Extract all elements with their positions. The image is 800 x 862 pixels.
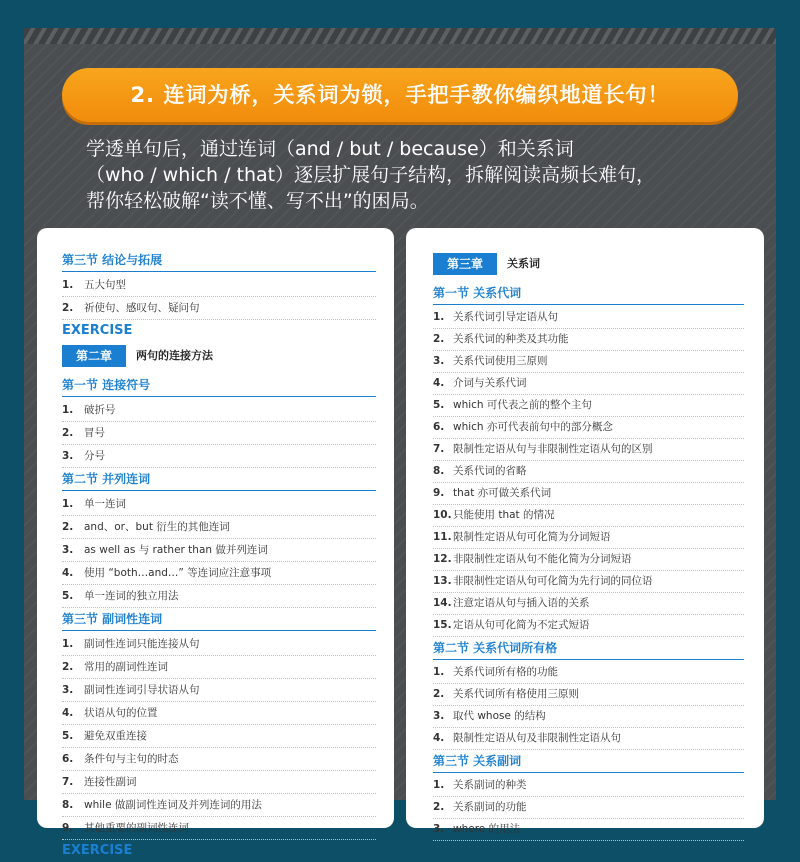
toc-item bbox=[433, 615, 744, 637]
toc-item-text: where 的用法 bbox=[453, 823, 521, 835]
toc-item-number: 8. bbox=[62, 799, 74, 811]
toc-item-number: 5. bbox=[433, 399, 445, 411]
toc-item bbox=[433, 329, 744, 351]
toc-item-text: 祈使句、感叹句、疑问句 bbox=[84, 302, 200, 314]
toc-item bbox=[62, 656, 376, 679]
toc-item bbox=[62, 422, 376, 445]
toc-item-number: 4. bbox=[62, 567, 74, 579]
toc-item-text: 单一连词的独立用法 bbox=[84, 590, 179, 602]
toc-item-text: 条件句与主句的时态 bbox=[84, 753, 179, 765]
toc-item bbox=[433, 571, 744, 593]
toc-item bbox=[62, 794, 376, 817]
toc-item bbox=[62, 771, 376, 794]
toc-item bbox=[433, 395, 744, 417]
toc-item bbox=[433, 593, 744, 615]
toc-item-text: 非限制性定语从句可化简为先行词的同位语 bbox=[453, 575, 653, 587]
toc-item-text: 只能使用 that 的情况 bbox=[453, 509, 555, 521]
toc-item bbox=[433, 373, 744, 395]
toc-item bbox=[62, 399, 376, 422]
toc-item-text: 其他重要的副词性连词 bbox=[84, 822, 189, 834]
toc-item-text: and、or、but 衍生的其他连词 bbox=[84, 521, 230, 533]
toc-item-number: 1. bbox=[62, 279, 74, 291]
toc-item-number: 1. bbox=[433, 779, 445, 791]
toc-item bbox=[433, 728, 744, 750]
toc-item-text: 破折号 bbox=[84, 404, 116, 416]
toc-item-number: 11. bbox=[433, 531, 452, 543]
exercise-label: EXERCISE bbox=[62, 323, 133, 338]
toc-item-text: while 做副词性连词及并列连词的用法 bbox=[84, 799, 262, 811]
toc-item-text: which 亦可代表前句中的部分概念 bbox=[453, 421, 613, 433]
toc-item-number: 2. bbox=[62, 427, 74, 439]
toc-item bbox=[433, 439, 744, 461]
toc-item bbox=[433, 417, 744, 439]
toc-item bbox=[433, 706, 744, 728]
toc-item-number: 6. bbox=[62, 753, 74, 765]
toc-item bbox=[62, 539, 376, 562]
toc-item-number: 4. bbox=[433, 377, 445, 389]
toc-item bbox=[433, 775, 744, 797]
toc-item-number: 5. bbox=[62, 590, 74, 602]
toc-item bbox=[433, 819, 744, 841]
toc-item bbox=[433, 351, 744, 373]
toc-item-number: 2. bbox=[62, 302, 74, 314]
toc-item-number: 8. bbox=[433, 465, 445, 477]
toc-item-number: 9. bbox=[433, 487, 445, 499]
toc-item-number: 7. bbox=[62, 776, 74, 788]
toc-item-text: 限制性定语从句与非限制性定语从句的区别 bbox=[453, 443, 653, 455]
toc-item-number: 1. bbox=[433, 666, 445, 678]
toc-item bbox=[433, 549, 744, 571]
toc-item-text: 注意定语从句与插入语的关系 bbox=[453, 597, 590, 609]
toc-item bbox=[62, 297, 376, 320]
intro-line: （who / which / that）逐层扩展句子结构，拆解阅读高频长难句， bbox=[86, 164, 656, 186]
headline-banner: 2. 连词为桥，关系词为锁，手把手教你编织地道长句！ bbox=[62, 68, 738, 122]
intro-line: 学透单句后，通过连词（and / but / because）和关系词 bbox=[86, 138, 574, 160]
toc-item-number: 2. bbox=[62, 521, 74, 533]
toc-item-text: 限制性定语从句可化简为分词短语 bbox=[453, 531, 611, 543]
toc-item-number: 9. bbox=[62, 822, 74, 834]
toc-item-number: 2. bbox=[433, 688, 445, 700]
toc-item-text: 关系副词的种类 bbox=[453, 779, 527, 791]
toc-item-number: 3. bbox=[433, 710, 445, 722]
chapter-title: 两句的连接方法 bbox=[136, 348, 214, 362]
toc-right-content bbox=[433, 250, 744, 841]
toc-item bbox=[62, 702, 376, 725]
toc-item-text: 避免双重连接 bbox=[84, 730, 147, 742]
toc-item-text: 关系代词的种类及其功能 bbox=[453, 333, 569, 345]
chapter-title: 关系词 bbox=[507, 256, 541, 270]
toc-item-text: that 亦可做关系代词 bbox=[453, 487, 552, 499]
toc-item bbox=[433, 483, 744, 505]
toc-item-text: 状语从句的位置 bbox=[84, 707, 158, 719]
toc-item bbox=[62, 585, 376, 608]
toc-item-number: 3. bbox=[62, 544, 74, 556]
toc-item-text: as well as 与 rather than 做并列连词 bbox=[84, 544, 268, 556]
toc-item-number: 14. bbox=[433, 597, 452, 609]
toc-card-right bbox=[406, 228, 764, 835]
intro-paragraph bbox=[86, 136, 736, 214]
toc-item-number: 3. bbox=[62, 450, 74, 462]
toc-item-number: 1. bbox=[62, 498, 74, 510]
intro-line: 帮你轻松破解“读不懂、写不出”的困局。 bbox=[86, 190, 429, 212]
toc-item-number: 3. bbox=[433, 355, 445, 367]
toc-item-text: 取代 whose 的结构 bbox=[453, 710, 546, 722]
toc-item bbox=[62, 493, 376, 516]
toc-item-number: 1. bbox=[62, 404, 74, 416]
toc-item-number: 4. bbox=[62, 707, 74, 719]
toc-item-number: 6. bbox=[433, 421, 445, 433]
toc-item bbox=[62, 445, 376, 468]
toc-item bbox=[62, 274, 376, 297]
toc-item bbox=[62, 748, 376, 771]
toc-item-text: 介词与关系代词 bbox=[453, 377, 527, 389]
toc-item bbox=[433, 307, 744, 329]
exercise-label: EXERCISE bbox=[62, 843, 133, 858]
toc-item-text: 常用的副词性连词 bbox=[84, 661, 168, 673]
toc-item-text: 单一连词 bbox=[84, 498, 126, 510]
section-heading: 第三节 关系副词 bbox=[433, 750, 744, 773]
board-stripe bbox=[24, 28, 776, 44]
section-heading: 第一节 连接符号 bbox=[62, 374, 376, 397]
toc-item bbox=[62, 633, 376, 656]
toc-item bbox=[433, 461, 744, 483]
toc-item-number: 2. bbox=[433, 333, 445, 345]
toc-item-number: 4. bbox=[433, 732, 445, 744]
chapter-header bbox=[62, 344, 376, 370]
toc-item bbox=[62, 817, 376, 840]
toc-item-text: 使用 “both…and…” 等连词应注意事项 bbox=[84, 567, 272, 579]
toc-item-text: 关系副词的功能 bbox=[453, 801, 527, 813]
toc-item-number: 7. bbox=[433, 443, 445, 455]
toc-item-text: 关系代词所有格的功能 bbox=[453, 666, 558, 678]
toc-item-text: 副词性连词只能连接从句 bbox=[84, 638, 200, 650]
toc-card-left bbox=[37, 228, 394, 858]
toc-item-text: 限制性定语从句及非限制性定语从句 bbox=[453, 732, 621, 744]
toc-item bbox=[62, 516, 376, 539]
toc-item-text: 连接性副词 bbox=[84, 776, 137, 788]
toc-item-text: 关系代词引导定语从句 bbox=[453, 311, 558, 323]
toc-item-number: 3. bbox=[433, 823, 445, 835]
toc-item-number: 13. bbox=[433, 575, 452, 587]
toc-item-number: 5. bbox=[62, 730, 74, 742]
toc-item-number: 1. bbox=[433, 311, 445, 323]
toc-item-text: which 可代表之前的整个主句 bbox=[453, 399, 592, 411]
chapter-chip: 第二章 bbox=[62, 345, 126, 367]
toc-left-content bbox=[62, 249, 376, 862]
toc-item-text: 分号 bbox=[84, 450, 105, 462]
section-heading: 第二节 并列连词 bbox=[62, 468, 376, 491]
toc-item bbox=[62, 562, 376, 585]
toc-item-number: 2. bbox=[62, 661, 74, 673]
toc-item bbox=[433, 527, 744, 549]
toc-item-text: 冒号 bbox=[84, 427, 105, 439]
toc-item bbox=[433, 797, 744, 819]
toc-item-number: 3. bbox=[62, 684, 74, 696]
toc-item-text: 定语从句可化简为不定式短语 bbox=[453, 619, 590, 631]
toc-item-text: 关系代词所有格使用三原则 bbox=[453, 688, 579, 700]
toc-item bbox=[62, 679, 376, 702]
toc-item-number: 2. bbox=[433, 801, 445, 813]
section-heading: 第一节 关系代词 bbox=[433, 282, 744, 305]
chapter-chip: 第三章 bbox=[433, 253, 497, 275]
section-heading: 第三节 副词性连词 bbox=[62, 608, 376, 631]
toc-item-text: 非限制性定语从句不能化简为分词短语 bbox=[453, 553, 632, 565]
toc-item-number: 12. bbox=[433, 553, 452, 565]
toc-item-text: 副词性连词引导状语从句 bbox=[84, 684, 200, 696]
toc-item-text: 关系代词的省略 bbox=[453, 465, 527, 477]
toc-item-number: 1. bbox=[62, 638, 74, 650]
toc-item bbox=[433, 505, 744, 527]
toc-item bbox=[433, 684, 744, 706]
chapter-header bbox=[433, 252, 744, 278]
toc-item-number: 10. bbox=[433, 509, 452, 521]
toc-item-text: 关系代词使用三原则 bbox=[453, 355, 548, 367]
toc-item bbox=[433, 662, 744, 684]
toc-item-number: 15. bbox=[433, 619, 452, 631]
section-heading: 第二节 关系代词所有格 bbox=[433, 637, 744, 660]
toc-item bbox=[62, 725, 376, 748]
toc-item-text: 五大句型 bbox=[84, 279, 126, 291]
section-heading: 第三节 结论与拓展 bbox=[62, 249, 376, 272]
